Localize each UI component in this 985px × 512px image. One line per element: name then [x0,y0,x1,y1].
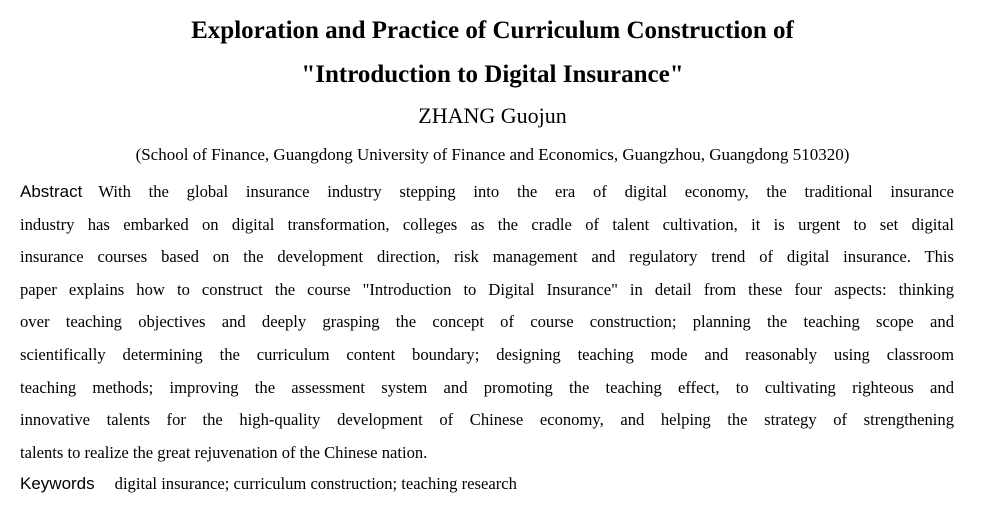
abstract-line: scientifically determining the curriculum content boundary; designing teaching mode and reasonably using classroom [20,344,954,364]
abstract-line: teaching methods; improving the assessment system and promoting the teaching effect, to cultivating righteous and [20,377,954,397]
keywords-block [20,470,517,498]
abstract-label: Abstract [20,182,83,201]
abstract-line: over teaching objectives and deeply grasping the concept of course construction; planning the teaching scope and [20,312,954,332]
abstract-line [20,176,954,209]
abstract-line: paper explains how to construct the course "Introduction to Digital Insurance" in detail from these four aspects: thinking [20,279,954,299]
abstract-line: industry has embarked on digital transformation, colleges as the cradle of talent cultivation, it is urgent to set digital [20,214,954,234]
abstract-line: innovative talents for the high-quality development of Chinese economy, and helping the strategy of strengthening [20,410,954,430]
abstract-line: talents to realize the great rejuvenation of the Chinese nation. [20,442,428,462]
paper-title-line-1: Exploration and Practice of Curriculum Construction of [191,17,794,44]
abstract-line: insurance courses based on the development direction, risk management and regulatory trend of digital insurance. This [20,247,954,267]
keywords-label: Keywords [20,474,95,493]
author-name: ZHANG Guojun [418,103,567,128]
author-affiliation: (School of Finance, Guangdong University of Finance and Economics, Guangzhou, Guangdong 510320) [135,145,850,164]
abstract-block [20,176,954,469]
paper-title-line-2: "Introduction to Digital Insurance" [301,61,684,88]
abstract-text: With the global insurance industry stepping into the era of digital economy, the traditional insurance [98,182,954,201]
keywords-text: digital insurance; curriculum construction; teaching research [114,474,517,493]
